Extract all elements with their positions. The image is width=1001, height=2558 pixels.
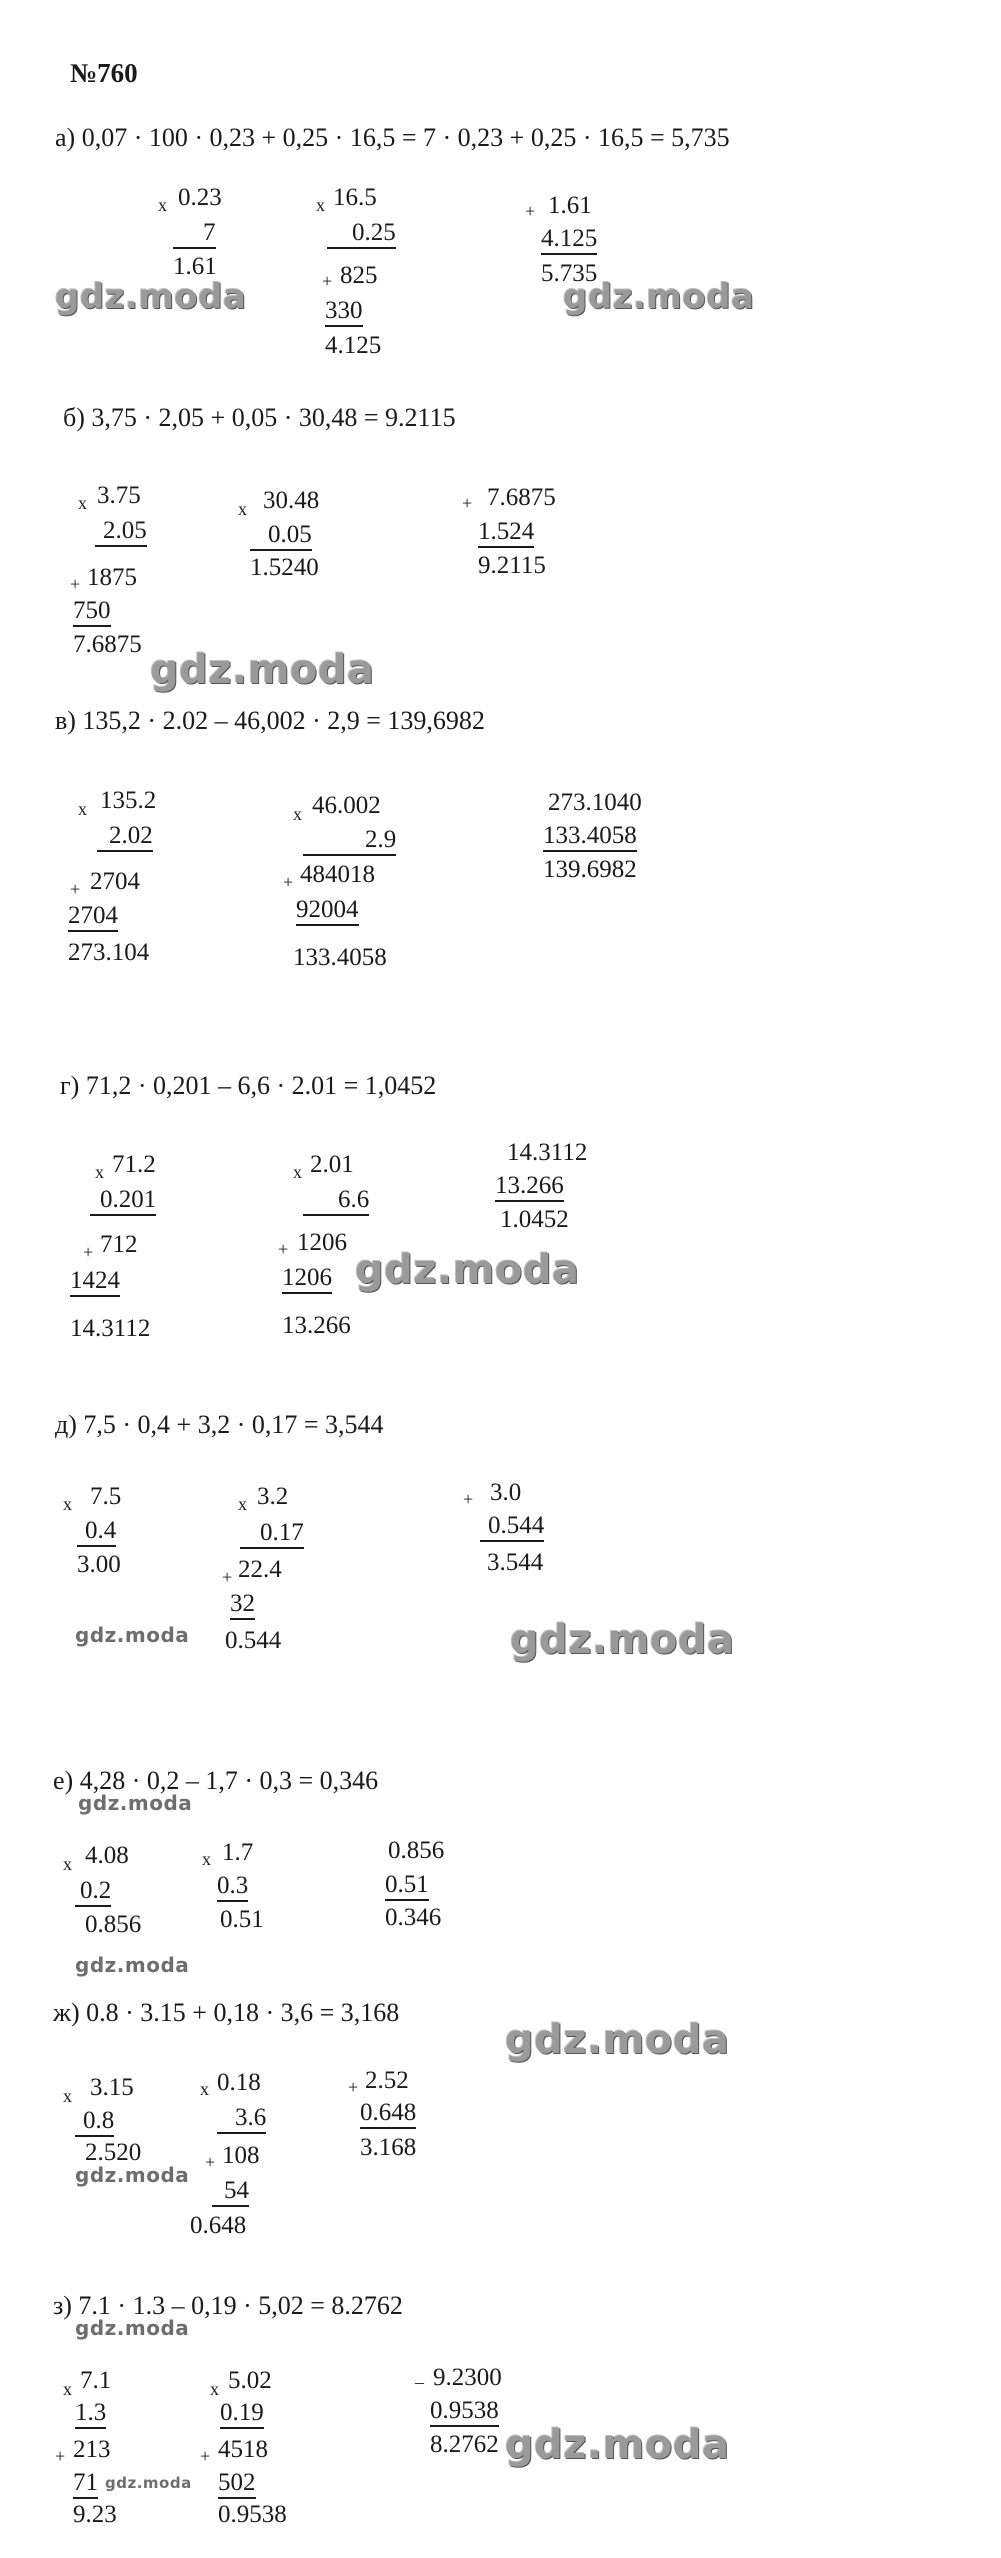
multiply-sign: x	[293, 1162, 302, 1182]
addend: 0.544	[480, 1513, 544, 1542]
watermark: gdz.moda	[75, 2316, 190, 2340]
partial-product: 92004	[296, 897, 359, 926]
plus-sign: +	[55, 2446, 66, 2466]
product: 7.6875	[73, 631, 142, 658]
multiplicand: 7.1	[80, 2367, 112, 2394]
subtrahend: 133.4058	[543, 823, 637, 852]
plus-sign: +	[222, 1567, 233, 1587]
subtrahend: 0.9538	[430, 2398, 499, 2427]
minus-sign: –	[415, 2372, 424, 2392]
plus-sign: +	[70, 574, 81, 594]
multiplicand: 46.002	[312, 792, 381, 819]
partial-product: 2704	[68, 903, 118, 932]
multiplier: 6.6	[303, 1187, 369, 1216]
multiply-sign: x	[202, 1849, 211, 1869]
multiplier: 2.9	[303, 827, 396, 856]
multiplier: 0.3	[217, 1873, 248, 1902]
partial-product: 712	[100, 1231, 138, 1258]
multiply-sign: x	[78, 799, 87, 819]
watermark: gdz.moda	[75, 1953, 190, 1977]
multiply-sign: x	[293, 804, 302, 824]
multiplier: 0.4	[77, 1518, 116, 1547]
partial-product: 71	[73, 2470, 98, 2499]
multiplier: 0.2	[75, 1878, 111, 1907]
multiply-sign: x	[210, 2379, 219, 2399]
watermark: gdz.moda	[55, 277, 247, 317]
multiplicand: 71.2	[112, 1151, 156, 1178]
watermark: gdz.moda	[75, 1623, 190, 1647]
plus-sign: +	[83, 1242, 94, 1262]
partial-product: 1424	[70, 1268, 120, 1297]
partial-product: 825	[340, 262, 378, 289]
multiplier: 0.05	[250, 522, 312, 551]
equation: а) 0,07 · 100 · 0,23 + 0,25 · 16,5 = 7 · 0,23 + 0,25 · 16,5 = 5,735	[55, 123, 730, 152]
partial-product: 54	[212, 2178, 249, 2207]
addend: 2.52	[365, 2067, 409, 2094]
minuend: 273.1040	[548, 789, 642, 816]
partial-product: 1206	[282, 1265, 332, 1294]
plus-sign: +	[462, 493, 473, 513]
plus-sign: +	[525, 201, 536, 221]
watermark: gdz.moda	[75, 2163, 190, 2187]
sum: 3.168	[360, 2134, 417, 2161]
difference: 0.346	[385, 1904, 442, 1931]
multiplier: 2.05	[95, 518, 147, 547]
multiplicand: 2.01	[310, 1151, 354, 1178]
partial-product: 108	[222, 2142, 260, 2169]
addend: 1.524	[478, 519, 534, 548]
multiply-sign: x	[238, 1494, 247, 1514]
multiply-sign: x	[63, 1494, 72, 1514]
plus-sign: +	[200, 2446, 211, 2466]
addend: 7.6875	[487, 484, 556, 511]
multiplicand: 4.08	[85, 1842, 129, 1869]
multiply-sign: x	[63, 1854, 72, 1874]
multiplier: 0.19	[220, 2400, 264, 2429]
multiply-sign: x	[200, 2079, 209, 2099]
multiplicand: 1.7	[222, 1839, 254, 1866]
multiply-sign: x	[63, 2379, 72, 2399]
equation: ж) 0.8 · 3.15 + 0,18 · 3,6 = 3,168	[53, 1998, 400, 2027]
equation: в) 135,2 · 2.02 – 46,002 · 2,9 = 139,6982	[55, 706, 485, 735]
watermark: gdz.moda	[150, 647, 375, 693]
multiply-sign: x	[95, 1162, 104, 1182]
multiply-sign: x	[316, 195, 325, 215]
equation: з) 7.1 · 1.3 – 0,19 · 5,02 = 8.2762	[53, 2291, 403, 2320]
plus-sign: +	[283, 872, 294, 892]
addend: 0.648	[360, 2100, 416, 2129]
multiply-sign: x	[78, 493, 87, 513]
equation: г) 71,2 · 0,201 – 6,6 · 2.01 = 1,0452	[60, 1071, 437, 1100]
watermark: gdz.moda	[105, 2474, 192, 2492]
watermark: gdz.moda	[355, 1247, 580, 1293]
sum: 9.2115	[478, 552, 546, 579]
multiplicand: 0.23	[178, 184, 222, 211]
partial-product: 22.4	[238, 1556, 282, 1583]
multiplier: 0.25	[327, 220, 396, 249]
product: 1.61	[173, 253, 217, 280]
product: 1.5240	[250, 554, 319, 581]
subtrahend: 13.266	[495, 1173, 564, 1202]
partial-product: 330	[325, 298, 363, 327]
partial-product: 1206	[297, 1229, 347, 1256]
multiply-sign: x	[63, 2086, 72, 2106]
partial-product: 502	[218, 2470, 256, 2499]
minuend: 14.3112	[507, 1139, 588, 1166]
multiplicand: 5.02	[228, 2367, 272, 2394]
multiplicand: 3.75	[97, 482, 141, 509]
multiplier: 3.6	[217, 2105, 266, 2134]
partial-product: 484018	[300, 861, 375, 888]
equation: б) 3,75 · 2,05 + 0,05 · 30,48 = 9.2115	[63, 403, 456, 432]
product: 2.520	[85, 2139, 142, 2166]
product: 0.9538	[218, 2501, 287, 2528]
multiply-sign: x	[158, 195, 167, 215]
plus-sign: +	[322, 271, 333, 291]
minuend: 0.856	[388, 1837, 445, 1864]
addend: 4.125	[541, 226, 597, 255]
partial-product: 1875	[87, 564, 137, 591]
minuend: 9.2300	[433, 2364, 502, 2391]
product: 3.00	[77, 1551, 121, 1578]
partial-product: 750	[73, 598, 111, 627]
difference: 139.6982	[543, 856, 637, 883]
subtrahend: 0.51	[385, 1872, 429, 1901]
product: 273.104	[68, 939, 150, 966]
problem-number: №760	[70, 58, 138, 88]
equation: е) 4,28 · 0,2 – 1,7 · 0,3 = 0,346	[53, 1766, 379, 1795]
multiplier: 7	[173, 220, 216, 249]
multiplier: 0.17	[240, 1520, 304, 1549]
multiplicand: 3.2	[257, 1483, 289, 1510]
product: 14.3112	[70, 1315, 151, 1342]
difference: 1.0452	[500, 1206, 569, 1233]
multiplicand: 135.2	[100, 787, 157, 814]
plus-sign: +	[463, 1489, 474, 1509]
product: 9.23	[73, 2501, 117, 2528]
partial-product: 213	[73, 2436, 111, 2463]
multiplier: 0.8	[75, 2108, 114, 2137]
product: 0.856	[85, 1911, 142, 1938]
equation: д) 7,5 · 0,4 + 3,2 · 0,17 = 3,544	[55, 1410, 384, 1439]
partial-product: 2704	[90, 868, 140, 895]
watermark: gdz.moda	[78, 1791, 193, 1815]
watermark: gdz.moda	[505, 2422, 730, 2468]
multiplier: 1.3	[75, 2400, 106, 2429]
sum: 5.735	[541, 260, 598, 287]
watermark: gdz.moda	[510, 1617, 735, 1663]
product: 0.51	[220, 1906, 264, 1933]
product: 4.125	[325, 332, 382, 359]
plus-sign: +	[205, 2152, 216, 2172]
addend: 3.0	[490, 1479, 522, 1506]
watermark: gdz.moda	[563, 277, 755, 317]
product: 13.266	[282, 1312, 351, 1339]
multiplicand: 16.5	[333, 184, 377, 211]
addend: 1.61	[548, 192, 592, 219]
sum: 3.544	[487, 1549, 544, 1576]
multiplicand: 7.5	[90, 1483, 122, 1510]
plus-sign: +	[348, 2077, 359, 2097]
plus-sign: +	[278, 1239, 289, 1259]
product: 0.648	[190, 2212, 247, 2239]
multiplier: 2.02	[97, 823, 153, 852]
watermark: gdz.moda	[505, 2017, 730, 2063]
multiplicand: 3.15	[90, 2074, 134, 2101]
product: 0.544	[225, 1627, 282, 1654]
plus-sign: +	[70, 879, 81, 899]
product: 133.4058	[293, 944, 387, 971]
partial-product: 32	[230, 1591, 255, 1620]
multiply-sign: x	[238, 499, 247, 519]
multiplicand: 0.18	[217, 2069, 261, 2096]
difference: 8.2762	[430, 2431, 499, 2458]
multiplicand: 30.48	[263, 487, 320, 514]
partial-product: 4518	[218, 2436, 268, 2463]
multiplier: 0.201	[90, 1187, 156, 1216]
